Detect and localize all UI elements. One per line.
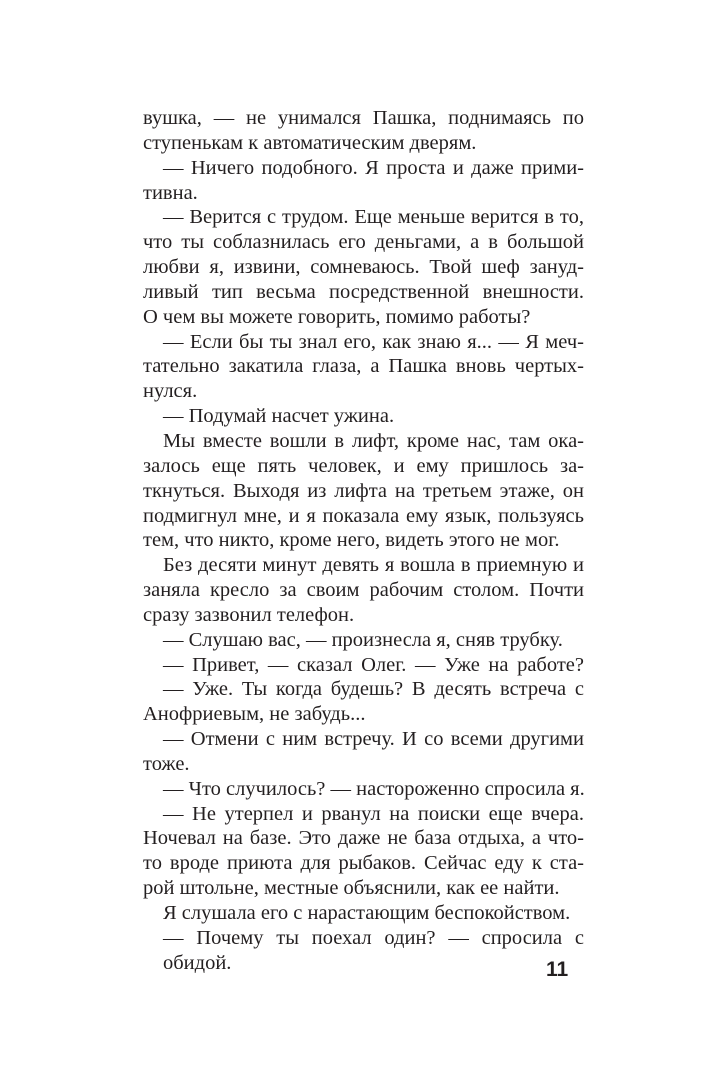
text-line: ткнуться. Выходя из лифта на третьем этаже, он: [143, 479, 584, 502]
text-line: вушка, — не унимался Пашка, поднимаясь по: [143, 107, 584, 129]
text-line: Анофриевым, не забудь...: [143, 703, 366, 726]
text-line: — Почему ты поехал один? — спросила с обидой.: [163, 926, 584, 974]
text-line: — Что случилось? — настороженно спросила я.: [163, 777, 585, 800]
text-line: — Если бы ты знал его, как знаю я... — Я меч-: [163, 330, 584, 353]
text-line: тательно закатила глаза, а Пашка вновь чертых-: [143, 355, 584, 378]
text-line: тивна.: [143, 181, 198, 204]
text-line: тоже.: [143, 752, 190, 775]
text-line: Я слушала его с нарастающим беспокойством.: [163, 902, 571, 924]
text-line: рой штольне, местные объяснили, как ее найти.: [143, 877, 560, 900]
text-line: — Слушаю вас, — произнесла я, сняв трубку.: [163, 628, 563, 651]
text-line: что ты соблазнилась его деньгами, а в большой: [143, 231, 584, 254]
text-line: Без десяти минут девять я вошла в приемную и: [163, 554, 584, 577]
text-line: — Ничего подобного. Я проста и даже прими-: [163, 156, 584, 179]
text-line: заняла кресло за своим рабочим столом. Почти: [143, 579, 584, 602]
text-line: — Не утерпел и рванул на поиски еще вчера.: [163, 802, 584, 825]
text-line: ступенькам к автоматическим дверям.: [143, 131, 477, 154]
text-line: залось еще пять человек, и ему пришлось за-: [143, 454, 584, 477]
text-line: О чем вы можете говорить, помимо работы?: [143, 305, 531, 328]
text-line: сразу зазвонил телефон.: [143, 603, 355, 626]
text-line: — Уже. Ты когда будешь? В десять встреча с: [163, 678, 584, 701]
text-line: подмигнул мне, и я показала ему язык, пользуясь: [143, 504, 584, 527]
page-number: 11: [546, 958, 569, 981]
text-line: — Отмени с ним встречу. И со всеми другими: [163, 728, 584, 751]
text-line: ливый тип весьма посредственной внешности.: [143, 280, 584, 303]
text-line: Мы вместе вошли в лифт, кроме нас, там ока-: [163, 429, 584, 452]
text-line: — Привет, — сказал Олег. — Уже на работе?: [163, 653, 584, 676]
text-line: нулся.: [143, 380, 198, 403]
text-line: — Верится с трудом. Еще меньше верится в то,: [163, 206, 584, 229]
text-line: то вроде приюта для рыбаков. Сейчас еду к ста-: [143, 852, 584, 875]
text-line: Ночевал на базе. Это даже не база отдыха, а что-: [143, 827, 584, 850]
text-line: — Подумай насчет ужина.: [163, 405, 395, 428]
text-line: любви я, извини, сомневаюсь. Твой шеф зануд-: [143, 256, 584, 279]
text-line: тем, что никто, кроме него, видеть этого не мог.: [143, 529, 560, 552]
